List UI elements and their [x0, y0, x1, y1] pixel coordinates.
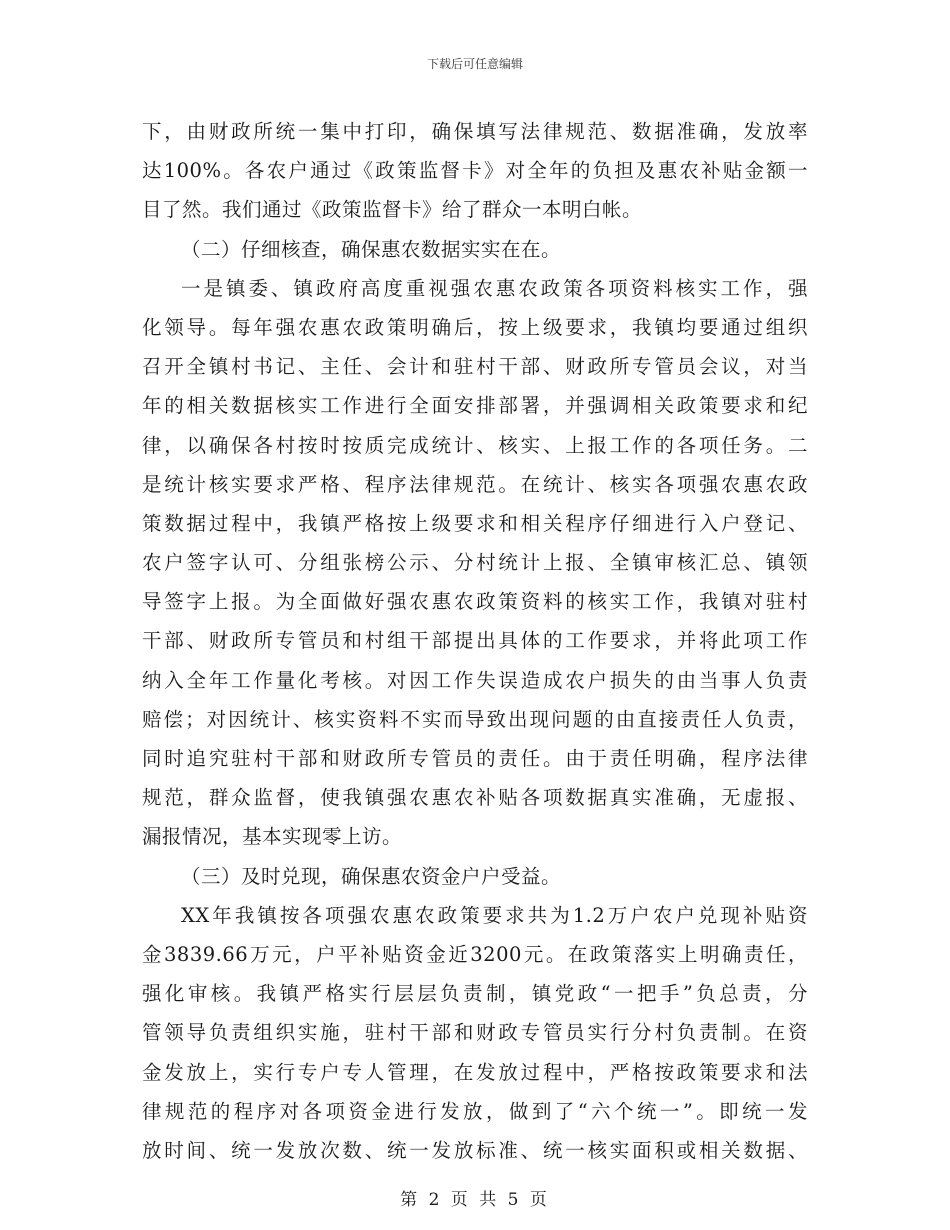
text-line: XX年我镇按各项强农惠农政策要求共为1.2万户农户兑现补贴资: [181, 903, 808, 927]
text-line: 强化审核。我镇严格实行层层负责制，镇党政“一把手”负总责，分: [142, 982, 808, 1006]
text-line: 目了然。我们通过《政策监督卡》给了群众一本明白帐。: [142, 198, 643, 222]
text-line: 农户签字认可、分组张榜公示、分村统计上报、全镇审核汇总、镇领: [142, 551, 808, 575]
text-line: 一是镇委、镇政府高度重视强农惠农政策各项资料核实工作，强: [181, 276, 808, 300]
text-line: 律规范的程序对各项资金进行发放，做到了“六个统一”。即统一发: [142, 1099, 808, 1123]
text-line: 策数据过程中，我镇严格按上级要求和相关程序仔细进行入户登记、: [142, 511, 808, 535]
text-line: 放时间、统一发放次数、统一发放标准、统一核实面积或相关数据、: [142, 1138, 808, 1162]
text-line: 赔偿；对因统计、核实资料不实而导致出现问题的由直接责任人负责，: [142, 707, 808, 731]
text-line: 年的相关数据核实工作进行全面安排部署，并强调相关政策要求和纪: [142, 394, 808, 418]
text-line: 纳入全年工作量化考核。对因工作失误造成农户损失的由当事人负责: [142, 668, 808, 692]
text-line: 规范，群众监督，使我镇强农惠农补贴各项数据真实准确，无虚报、: [142, 786, 808, 810]
text-line: 金发放上，实行专户专人管理，在发放过程中，严格按政策要求和法: [142, 1060, 808, 1084]
text-line: 律，以确保各村按时按质完成统计、核实、上报工作的各项任务。二: [142, 433, 808, 457]
text-line: 漏报情况，基本实现零上访。: [142, 825, 403, 849]
text-line: 金3839.66万元，户平补贴资金近3200元。在政策落实上明确责任，: [142, 942, 808, 966]
text-line: 管领导负责组织实施，驻村干部和财政专管员实行分村负责制。在资: [142, 1021, 808, 1045]
section-heading: （二）仔细核查，确保惠农数据实实在在。: [181, 237, 562, 261]
document-body: [142, 112, 808, 1170]
text-line: 同时追究驻村干部和财政所专管员的责任。由于责任明确，程序法律: [142, 747, 808, 770]
page-header: 下载后可任意编辑: [426, 57, 523, 71]
text-line: 召开全镇村书记、主任、会计和驻村干部、财政所专管员会议，对当: [142, 355, 808, 379]
section-heading: （三）及时兑现，确保惠农资金户户受益。: [181, 864, 562, 888]
text-line: 导签字上报。为全面做好强农惠农政策资料的核实工作，我镇对驻村: [142, 590, 808, 614]
text-line: 干部、财政所专管员和村组干部提出具体的工作要求，并将此项工作: [142, 629, 808, 653]
text-line: 达100%。各农户通过《政策监督卡》对全年的负担及惠农补贴金额一: [142, 159, 808, 183]
text-line: 是统计核实要求严格、程序法律规范。在统计、核实各项强农惠农政: [142, 472, 808, 496]
page-footer: 第 2 页 共 5 页: [400, 1190, 550, 1210]
text-line: 下，由财政所统一集中打印，确保填写法律规范、数据准确，发放率: [142, 120, 808, 143]
text-line: 化领导。每年强农惠农政策明确后，按上级要求，我镇均要通过组织: [142, 315, 808, 339]
